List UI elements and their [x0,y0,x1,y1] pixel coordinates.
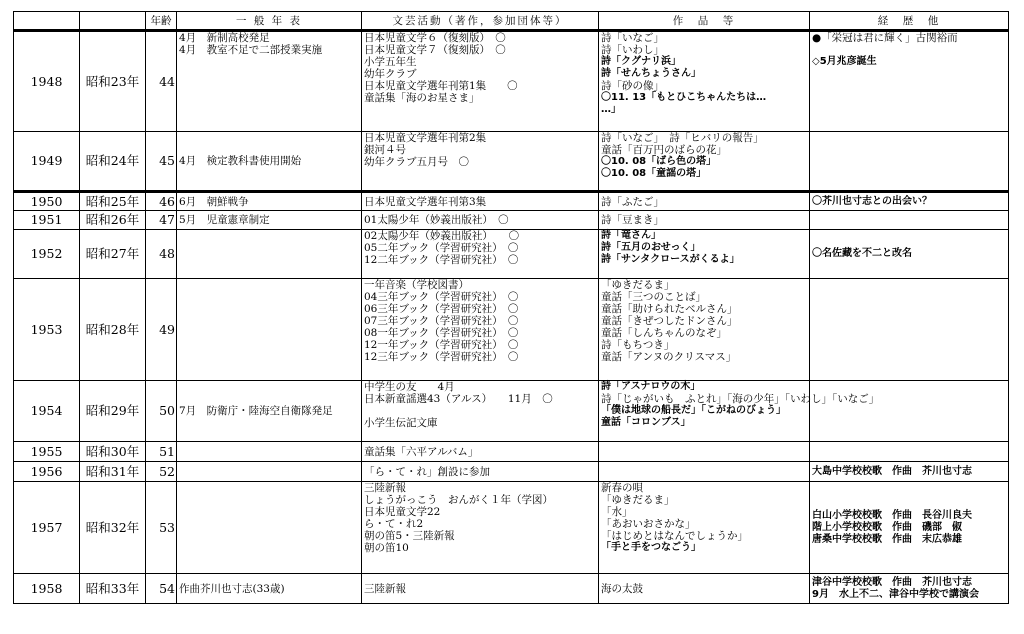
career-entry: 大島中学校校歌 作曲 芥川也寸志 [812,465,972,477]
table-row [14,192,1009,211]
work-entry: 詩「サンタクロースがくるよ」 [601,254,740,265]
era-cell: 昭和33年 [80,574,146,604]
year-cell: 1957 [14,482,80,574]
table-row [14,132,1009,192]
year-cell: 1950 [14,192,80,211]
activity-cell [362,211,599,230]
header-row [14,12,1009,31]
activity-cell [362,574,599,604]
activity-entry: 童話集「海のお星さま」 [364,92,480,104]
activity-entry: 01太陽少年（妙義出版社） 〇 [364,214,509,226]
work-entry: 詩「クグナリ浜」 [601,56,681,67]
header-activity: 文芸活動（著作，参加団体等） [362,12,599,31]
general-cell [177,442,362,462]
age-cell: 45 [146,132,177,192]
age-cell: 53 [146,482,177,574]
career-cell [810,211,1009,230]
work-entry: 「手と手をつなごう」 [601,542,701,553]
age-cell: 49 [146,279,177,381]
era-cell: 昭和25年 [80,192,146,211]
activity-cell [362,230,599,279]
works-cell [599,442,810,462]
works-cell [599,211,810,230]
activity-entry: 朝の笛10 [364,542,409,554]
work-entry: 詩「アスナロウの木」 [601,381,701,392]
table-row [14,442,1009,462]
work-entry: 新春の唄 [601,482,643,494]
general-entry: 5月 児童憲章制定 [179,214,270,226]
general-cell [177,211,362,230]
work-entry: 詩「いなご」 [601,32,664,44]
work-entry: 「僕は地球の船長だ」「こがねのびょう」 [601,405,786,416]
career-entry: ●「栄冠は君に輝く」古関裕而 [812,32,958,44]
general-entry: 4月 教室不足で二部授業実施 [179,44,323,56]
activity-entry: 日本児童文学22 [364,506,441,518]
activity-cell [362,192,599,211]
work-entry: 〇10. 08「ばら色の塔」 [601,156,717,167]
work-entry: 「あおいおさかな」 [601,518,696,530]
work-entry: 「水」 [601,506,633,518]
era-cell: 昭和32年 [80,482,146,574]
career-entry: 津谷中学校校歌 作曲 芥川也寸志 [812,576,972,588]
age-cell: 47 [146,211,177,230]
year-cell: 1953 [14,279,80,381]
header-era [80,12,146,31]
activity-entry: ら・て・れ2 [364,518,424,530]
activity-cell [362,279,599,381]
career-entry: 階上小学校校歌 作曲 磯部 俶 [812,521,962,533]
activity-entry: 12一年ブック（学習研究社） 〇 [364,339,519,351]
activity-entry: 小学生伝記文庫 [364,417,438,429]
general-entry: 4月 新制高校発足 [179,32,270,44]
table-row [14,574,1009,604]
activity-entry: しょうがっこう おんがく１年（学図） [364,494,553,506]
work-entry: 詩「豆まき」 [601,214,664,226]
age-cell: 52 [146,462,177,482]
age-cell: 51 [146,442,177,462]
career-entry: 唐桑中学校校歌 作曲 末広恭雄 [812,533,962,545]
activity-entry: 銀河４号 [364,144,406,156]
general-entry: 7月 防衛庁・陸海空自衛隊発足 [179,405,333,417]
table-row [14,31,1009,132]
career-entry: 〇芥川也寸志との出会い？ [812,195,932,207]
activity-entry: 童話集「六平アルバム」 [364,445,479,458]
work-entry: 童話「アンヌのクリスマス」 [601,351,737,363]
work-entry: 童話「きぜつしたドンさん」 [601,315,738,327]
career-cell [810,574,1009,604]
works-cell [599,574,810,604]
era-cell: 昭和28年 [80,279,146,381]
career-entry: ◇5月兆彦誕生 [812,56,877,67]
activity-entry: 12三年ブック（学習研究社） 〇 [364,351,519,363]
table-row [14,211,1009,230]
activity-entry: 幼年クラブ [364,68,417,80]
year-cell: 1952 [14,230,80,279]
activity-cell [362,31,599,132]
activity-cell [362,381,599,442]
work-entry: 「ゆきだるま」 [601,494,675,506]
year-cell: 1954 [14,381,80,442]
table-row [14,381,1009,442]
activity-entry: 朝の笛5・三陸新報 [364,530,455,542]
works-cell [599,230,810,279]
general-cell [177,132,362,192]
work-entry: 詩「砂の像」 [601,80,664,92]
career-cell [810,31,1009,132]
activity-entry: 一年音楽（学校図書） [364,279,469,291]
activity-entry: 日本児童文学６（復刻版） 〇 [364,32,506,44]
work-entry: 童話「コロンブス」 [601,417,691,428]
activity-entry: 日本児童文学７（復刻版） 〇 [364,44,506,56]
activity-entry [364,405,596,417]
header-works: 作 品 等 [599,12,810,31]
work-entry: 「ゆきだるま」 [601,279,675,291]
header-general: 一 般 年 表 [177,12,362,31]
work-entry: 海の太鼓 [601,582,643,595]
general-entry: 6月 朝鮮戦争 [179,195,249,208]
activity-entry: 日本児童文学選年刊第3集 [364,195,487,208]
activity-cell [362,132,599,192]
work-entry: 〇11. 13「もとひこちゃんたちは… [601,92,767,103]
year-cell: 1956 [14,462,80,482]
table-row [14,482,1009,574]
work-entry: 「はじめとはなんでしょうか」 [601,530,748,542]
activity-entry: 12二年ブック（学習研究社） 〇 [364,254,519,266]
general-cell [177,192,362,211]
year-cell: 1951 [14,211,80,230]
table-row [14,230,1009,279]
general-cell [177,230,362,279]
general-cell [177,462,362,482]
general-entry: 作曲芥川也寸志(33歳) [179,582,285,595]
age-cell: 44 [146,31,177,132]
chronology-table-wrapper [13,11,1009,604]
work-entry: 童話「助けられたベルさん」 [601,303,738,315]
era-cell: 昭和29年 [80,381,146,442]
general-cell [177,31,362,132]
header-age: 年齢 [146,12,177,31]
work-entry: 童話「しんちゃんのなぞ」 [601,327,727,339]
era-cell: 昭和24年 [80,132,146,192]
activity-entry: 07三年ブック（学習研究社） 〇 [364,315,519,327]
era-cell: 昭和30年 [80,442,146,462]
activity-entry: 中学生の友 4月 [364,381,455,393]
activity-cell [362,462,599,482]
age-cell: 46 [146,192,177,211]
activity-entry: 08一年ブック（学習研究社） 〇 [364,327,519,339]
activity-cell [362,442,599,462]
activity-entry: 05二年ブック（学習研究社） 〇 [364,242,519,254]
work-entry: 詩「竜さん」 [601,230,661,241]
career-cell [810,132,1009,192]
year-cell: 1955 [14,442,80,462]
career-cell [810,462,1009,482]
work-entry: 詩「いわし」 [601,44,664,56]
general-cell [177,482,362,574]
work-entry: …」 [601,104,621,115]
activity-entry: 「ら・て・れ」創設に参加 [364,465,490,478]
year-cell: 1958 [14,574,80,604]
age-cell: 48 [146,230,177,279]
work-entry: 〇10. 08「童謡の塔」 [601,168,707,179]
work-entry: 童話「三つのことば」 [601,291,706,303]
works-cell [599,462,810,482]
career-entry [812,44,1006,56]
works-cell [599,381,880,442]
header-career: 経 歴 他 [810,12,1009,31]
works-cell [599,482,810,574]
work-entry: 詩「五月のおせっく」 [601,242,701,253]
career-cell [810,381,1009,442]
general-cell [177,574,362,604]
table-body [14,31,1009,604]
work-entry: 詩「じゃがいも ふとれ」「海の少年」「いわし」「いなご」 [601,393,880,405]
career-cell [810,192,1009,211]
era-cell: 昭和23年 [80,31,146,132]
table-row [14,279,1009,381]
career-entry: 9月 水上不二、津谷中学校で講演会 [812,588,979,600]
activity-cell [362,482,599,574]
general-cell [177,381,362,442]
activity-entry: 日本児童文学選年刊第2集 [364,132,487,144]
chronology-table [13,11,1009,604]
era-cell: 昭和31年 [80,462,146,482]
work-entry: 詩「せんちょうさん」 [601,68,701,79]
career-cell [810,230,1009,279]
activity-entry: 02太陽少年（妙義出版社） 〇 [364,230,520,242]
work-entry: 詩「ふたご」 [601,195,664,208]
work-entry: 詩「いなご」 詩「ヒバリの報告」 [601,132,764,144]
works-cell [599,132,810,192]
era-cell: 昭和26年 [80,211,146,230]
career-cell [810,442,1009,462]
work-entry: 詩「もちつき」 [601,339,675,351]
career-cell [810,279,1009,381]
header-year [14,12,80,31]
works-cell [599,31,810,132]
age-cell: 50 [146,381,177,442]
age-cell: 54 [146,574,177,604]
year-cell: 1948 [14,31,80,132]
era-cell: 昭和27年 [80,230,146,279]
works-cell [599,192,810,211]
activity-entry: 04三年ブック（学習研究社） 〇 [364,291,519,303]
activity-entry: 三陸新報 [364,582,406,595]
activity-entry: 幼年クラブ五月号 〇 [364,156,469,168]
work-entry: 童話「百万円のばらの花」 [601,144,727,156]
activity-entry: 日本新童謡選43（アルス） 11月 〇 [364,393,553,405]
table-row [14,462,1009,482]
year-cell: 1949 [14,132,80,192]
works-cell [599,279,810,381]
career-entry: 白山小学校校歌 作曲 長谷川良夫 [812,509,972,521]
career-entry: 〇名佐藏を不二と改名 [812,248,912,259]
career-cell [810,482,1009,574]
general-cell [177,279,362,381]
general-entry: 4月 検定教科書使用開始 [179,155,302,167]
activity-entry: 小学五年生 [364,56,417,68]
activity-entry: 06三年ブック（学習研究社） 〇 [364,303,519,315]
activity-entry: 日本児童文学選年刊第1集 〇 [364,80,518,92]
activity-entry: 三陸新報 [364,482,406,494]
